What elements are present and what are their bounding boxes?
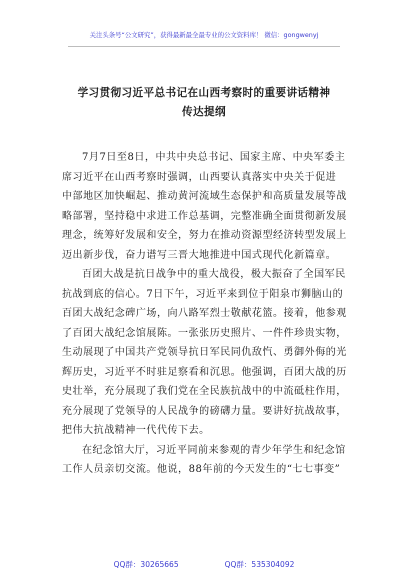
paragraph-line: 7月7日至8日，中共中央总书记、国家主席、中央军委主 (82, 152, 346, 163)
paragraph-line: 史壮举，充分展现了我们党在全民族抗战中的中流砥柱作用， (62, 386, 347, 397)
document-subtitle: 传达提纲 (182, 106, 226, 118)
footer-qq-group-1: QQ群：30265665 (113, 560, 179, 569)
paragraph-line: 理念，统筹好发展和安全，努力在推动资源型经济转型发展上 (62, 230, 347, 241)
paragraph-line: 在纪念馆大厅，习近平同前来参观的青少年学生和纪念馆 (82, 444, 346, 456)
paragraph-line: 席习近平在山西考察时强调，山西要认真落实中央关于促进 (62, 171, 337, 183)
document-body (62, 148, 350, 480)
paragraph-line: 迈出新步伐，奋力谱写三晋大地推进中国式现代化新篇章。 (62, 249, 337, 261)
footer (0, 559, 408, 570)
document-title: 学习贯彻习近平总书记在山西考察时的重要讲话精神 (77, 87, 331, 99)
paragraph-line: 百团大战纪念碑广场，向八路军烈士敬献花篮。接着，他参观 (62, 308, 347, 319)
header-note: 关注头条号“公文研究”，获得最新最全最专业的公文资料库！ 微信：gongwenyj (89, 31, 319, 39)
paragraph-line: 充分展现了党领导的人民战争的磅礴力量。要讲好抗战故事， (62, 405, 347, 417)
paragraph-line: 把伟大抗战精神一代代传下去。 (62, 425, 210, 436)
paragraph-line: 了百团大战纪念馆展陈。一张张历史照片、一件件珍贵实物， (62, 327, 347, 339)
paragraph-line: 中部地区加快崛起、推动黄河流域生态保护和高质量发展等战 (62, 191, 347, 202)
paragraph-line: 生动展现了中国共产党领导抗日军民同仇敌忾、勇御外侮的光 (62, 347, 347, 358)
paragraph-line: 工作人员亲切交流。他说，88年前的今天发生的“七七事变” (62, 464, 341, 475)
paragraph-line: 百团大战是抗日战争中的重大战役，极大振奋了全国军民 (82, 269, 346, 280)
paragraph-line: 略部署，坚持稳中求进工作总基调，完整准确全面贯彻新发展 (62, 210, 347, 222)
header-divider (68, 46, 340, 47)
paragraph-line: 抗战到底的信心。7日下午，习近平来到位于阳泉市狮脑山的 (62, 288, 344, 300)
paragraph-line: 辉历史，习近平不时驻足察看和沉思。他强调，百团大战的历 (62, 366, 347, 378)
footer-qq-group-2: QQ群：535304092 (224, 560, 295, 569)
